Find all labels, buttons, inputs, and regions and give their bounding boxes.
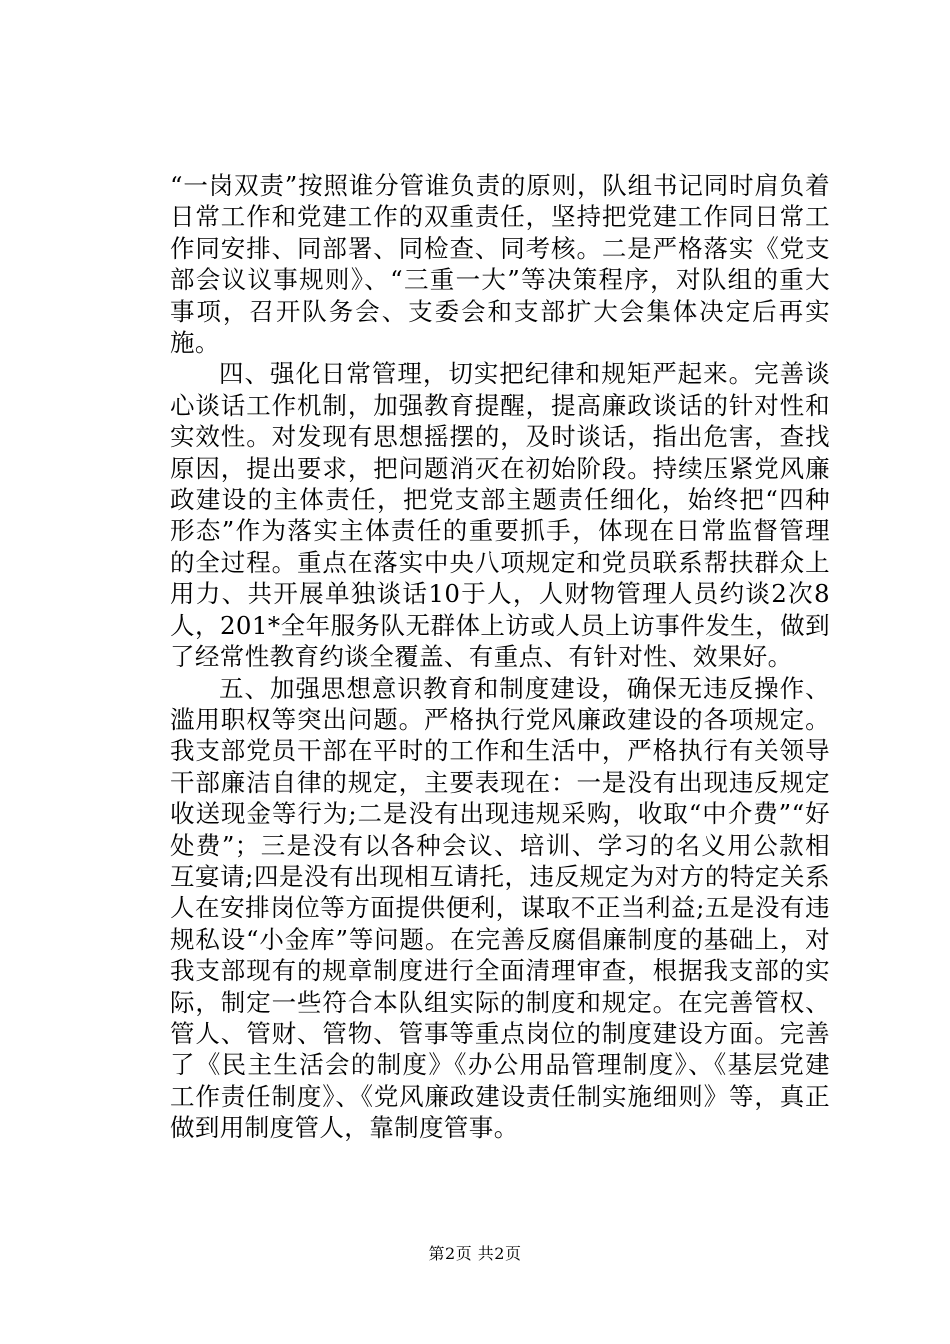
paragraph-continuation: “一岗双责”按照谁分管谁负责的原则，队组书记同时肩负着日常工作和党建工作的双重责任，坚持把党建工作同日常工作同安排、同部署、同检查、同考核。二是严格落实《党支部会议议事规则》、“三重一大”等决策程序，对队组的重大事项，召开队务会、支委会和支部扩大会集体决定后再实施。 <box>170 171 830 358</box>
paragraph-section-four: 四、强化日常管理，切实把纪律和规矩严起来。完善谈心谈话工作机制，加强教育提醒，提高廉政谈话的针对性和实效性。对发现有思想摇摆的，及时谈话，指出危害，查找原因，提出要求，把问题消灭在初始阶段。持续压紧党风廉政建设的主体责任，把党支部主题责任细化，始终把“四种形态”作为落实主体责任的重要抓手，体现在日常监督管理的全过程。重点在落实中央八项规定和党员联系帮扶群众上用力、共开展单独谈话10于人，人财物管理人员约谈2次8人，201*全年服务队无群体上访或人员上访事件发生，做到了经常性教育约谈全覆盖、有重点、有针对性、效果好。 <box>170 359 830 672</box>
page-footer: 第2页 共2页 <box>428 1244 522 1263</box>
paragraph-section-five: 五、加强思想意识教育和制度建设，确保无违反操作、滥用职权等突出问题。严格执行党风廉政建设的各项规定。我支部党员干部在平时的工作和生活中，严格执行有关领导干部廉洁自律的规定，主要表现在：一是没有出现违反规定收送现金等行为;二是没有出现违规采购，收取“中介费”“好处费”；三是没有以各种会议、培训、学习的名义用公款相互宴请;四是没有出现相互请托，违反规定为对方的特定关系人在安排岗位等方面提供便利，谋取不正当利益;五是没有违规私设“小金库”等问题。在完善反腐倡廉制度的基础上，对我支部现有的规章制度进行全面清理审查，根据我支部的实际，制定一些符合本队组实际的制度和规定。在完善管权、管人、管财、管物、管事等重点岗位的制度建设方面。完善了《民主生活会的制度》《办公用品管理制度》、《基层党建工作责任制度》、《党风廉政建设责任制实施细则》等，真正做到用制度管人，靠制度管事。 <box>170 673 830 1143</box>
document-body <box>170 170 830 1144</box>
